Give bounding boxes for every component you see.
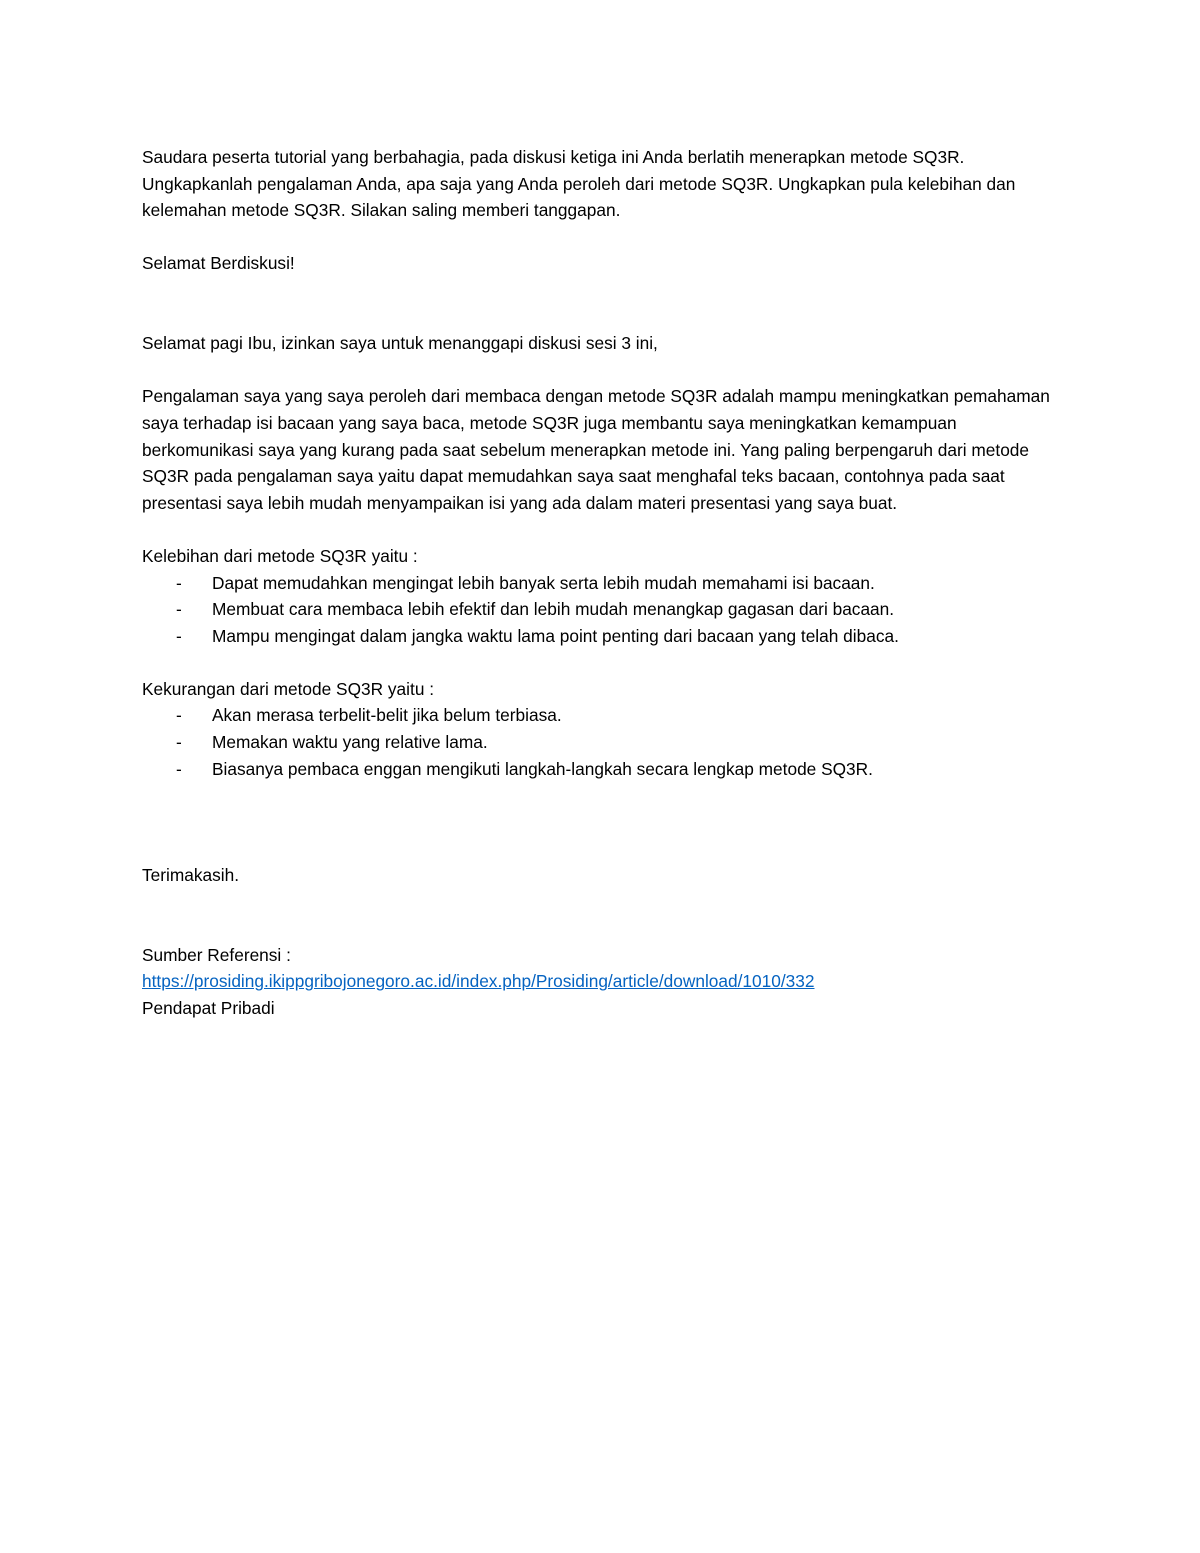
spacer bbox=[142, 224, 1072, 251]
list-item bbox=[142, 702, 1072, 729]
list-item bbox=[142, 756, 1072, 783]
list-item-text: Akan merasa terbelit-belit jika belum terbiasa. bbox=[212, 705, 562, 726]
list-item-text: Biasanya pembaca enggan mengikuti langkah-langkah secara lengkap metode SQ3R. bbox=[212, 758, 873, 779]
dash-bullet: - bbox=[176, 758, 182, 779]
list-item-text: Dapat memudahkan mengingat lebih banyak serta lebih mudah memahami isi bacaan. bbox=[212, 572, 875, 593]
dash-bullet: - bbox=[176, 572, 182, 593]
spacer bbox=[142, 835, 1072, 862]
dash-bullet: - bbox=[176, 732, 182, 753]
spacer bbox=[142, 782, 1072, 835]
dash-bullet: - bbox=[176, 625, 182, 646]
intro-closing: Selamat Berdiskusi! bbox=[142, 253, 295, 274]
spacer bbox=[142, 889, 1072, 942]
list-item bbox=[142, 570, 1072, 597]
spacer bbox=[142, 516, 1072, 543]
response-greeting: Selamat pagi Ibu, izinkan saya untuk menanggapi diskusi sesi 3 ini, bbox=[142, 333, 658, 354]
list-item bbox=[142, 729, 1072, 756]
list-item-text: Membuat cara membaca lebih efektif dan lebih mudah menangkap gagasan dari bacaan. bbox=[212, 599, 895, 620]
reference-link[interactable]: https://prosiding.ikippgribojonegoro.ac.id/index.php/Prosiding/article/download/1010/332 bbox=[142, 971, 815, 992]
reference-link-line bbox=[142, 968, 1072, 995]
reference-note: Pendapat Pribadi bbox=[142, 998, 275, 1018]
intro-prompt: Saudara peserta tutorial yang berbahagia, pada diskusi ketiga ini Anda berlatih menerapkan metode SQ3R. Ungkapkanlah pengalaman Anda, apa saja yang Anda peroleh dari metode SQ3R. Ungkapkan pula kelebihan dan kelemahan metode SQ3R. Silakan saling memberi tanggapan. bbox=[142, 147, 1016, 221]
list-item-text: Memakan waktu yang relative lama. bbox=[212, 732, 488, 753]
list-item-text: Mampu mengingat dalam jangka waktu lama point penting dari bacaan yang telah dibaca. bbox=[212, 625, 899, 646]
advantages-list bbox=[142, 570, 1072, 650]
references-heading: Sumber Referensi : bbox=[142, 944, 291, 965]
list-item bbox=[142, 623, 1072, 650]
list-item bbox=[142, 596, 1072, 623]
spacer bbox=[142, 277, 1072, 330]
dash-bullet: - bbox=[176, 705, 182, 726]
advantages-heading: Kelebihan dari metode SQ3R yaitu : bbox=[142, 545, 418, 566]
document-body bbox=[142, 144, 1072, 1022]
dash-bullet: - bbox=[176, 599, 182, 620]
experience-paragraph: Pengalaman saya yang saya peroleh dari membaca dengan metode SQ3R adalah mampu meningkatkan pemahaman saya terhadap isi bacaan yang saya baca, metode SQ3R juga membantu saya meningkatkan kemampuan berkomunikasi saya yang kurang pada saat sebelum menerapkan metode ini. Yang paling berpengaruh dari metode SQ3R pada pengalaman saya yaitu dapat memudahkan saya saat menghafal teks bacaan, contohnya pada saat presentasi saya lebih mudah menyampaikan isi yang ada dalam materi presentasi yang saya buat. bbox=[142, 386, 1050, 513]
spacer bbox=[142, 357, 1072, 384]
disadvantages-list bbox=[142, 702, 1072, 782]
thanks-text: Terimakasih. bbox=[142, 865, 239, 886]
disadvantages-heading: Kekurangan dari metode SQ3R yaitu : bbox=[142, 678, 435, 699]
spacer bbox=[142, 649, 1072, 676]
